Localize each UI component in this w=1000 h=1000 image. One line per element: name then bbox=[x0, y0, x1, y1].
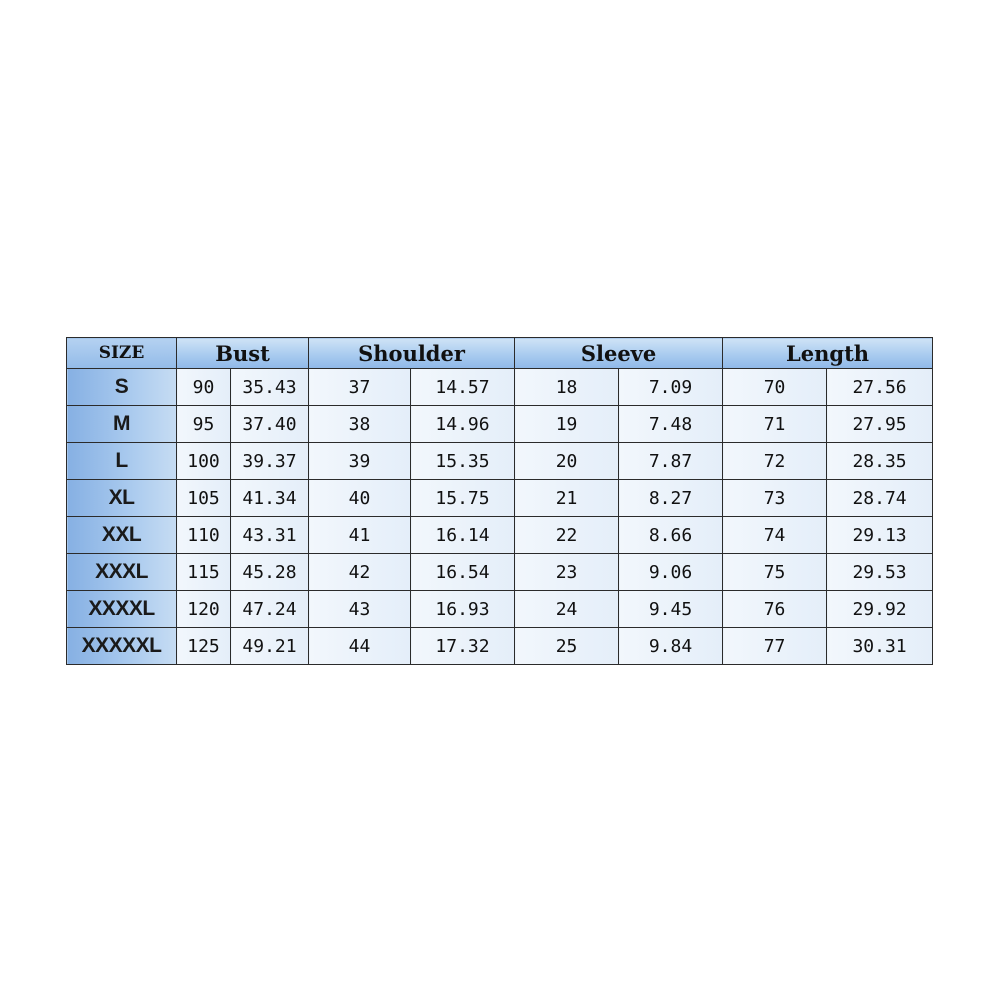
sleeve-cm-cell: 24 bbox=[515, 591, 619, 628]
bust-cm-cell: 95 bbox=[177, 406, 231, 443]
bust-in-cell: 39.37 bbox=[231, 443, 309, 480]
sleeve-in-cell: 7.09 bbox=[619, 369, 723, 406]
bust-in-cell: 41.34 bbox=[231, 480, 309, 517]
shoulder-in-cell: 17.32 bbox=[411, 628, 515, 665]
shoulder-cm-cell: 38 bbox=[309, 406, 411, 443]
shoulder-in-cell: 15.35 bbox=[411, 443, 515, 480]
header-row bbox=[67, 338, 933, 369]
bust-cm-cell: 100 bbox=[177, 443, 231, 480]
shoulder-in-cell: 16.14 bbox=[411, 517, 515, 554]
length-in-cell: 29.13 bbox=[827, 517, 933, 554]
sleeve-cm-cell: 18 bbox=[515, 369, 619, 406]
sleeve-in-cell: 9.45 bbox=[619, 591, 723, 628]
table-row bbox=[67, 443, 933, 480]
size-cell: XL bbox=[67, 480, 177, 517]
table-row bbox=[67, 591, 933, 628]
size-cell: XXXXL bbox=[67, 591, 177, 628]
table-row bbox=[67, 554, 933, 591]
length-in-cell: 30.31 bbox=[827, 628, 933, 665]
bust-in-cell: 45.28 bbox=[231, 554, 309, 591]
sleeve-in-cell: 7.48 bbox=[619, 406, 723, 443]
bust-header: Bust bbox=[177, 338, 309, 369]
size-cell: XXXXXL bbox=[67, 628, 177, 665]
bust-in-cell: 47.24 bbox=[231, 591, 309, 628]
sleeve-in-cell: 8.27 bbox=[619, 480, 723, 517]
shoulder-cm-cell: 43 bbox=[309, 591, 411, 628]
sleeve-in-cell: 8.66 bbox=[619, 517, 723, 554]
bust-cm-cell: 120 bbox=[177, 591, 231, 628]
length-cm-cell: 71 bbox=[723, 406, 827, 443]
length-in-cell: 29.53 bbox=[827, 554, 933, 591]
sleeve-in-cell: 9.06 bbox=[619, 554, 723, 591]
sleeve-cm-cell: 22 bbox=[515, 517, 619, 554]
length-header: Length bbox=[723, 338, 933, 369]
bust-cm-cell: 110 bbox=[177, 517, 231, 554]
bust-cm-cell: 90 bbox=[177, 369, 231, 406]
size-cell: S bbox=[67, 369, 177, 406]
bust-in-cell: 49.21 bbox=[231, 628, 309, 665]
shoulder-cm-cell: 37 bbox=[309, 369, 411, 406]
bust-cm-cell: 125 bbox=[177, 628, 231, 665]
sleeve-cm-cell: 19 bbox=[515, 406, 619, 443]
bust-in-cell: 35.43 bbox=[231, 369, 309, 406]
length-cm-cell: 72 bbox=[723, 443, 827, 480]
shoulder-in-cell: 16.93 bbox=[411, 591, 515, 628]
size-cell: L bbox=[67, 443, 177, 480]
bust-cm-cell: 115 bbox=[177, 554, 231, 591]
length-in-cell: 27.56 bbox=[827, 369, 933, 406]
size-chart-container bbox=[66, 337, 932, 663]
table-row bbox=[67, 406, 933, 443]
size-chart-table bbox=[66, 337, 933, 665]
size-cell: XXL bbox=[67, 517, 177, 554]
size-chart-body bbox=[67, 369, 933, 665]
length-cm-cell: 70 bbox=[723, 369, 827, 406]
shoulder-in-cell: 14.96 bbox=[411, 406, 515, 443]
length-in-cell: 28.35 bbox=[827, 443, 933, 480]
shoulder-cm-cell: 41 bbox=[309, 517, 411, 554]
size-cell: M bbox=[67, 406, 177, 443]
shoulder-cm-cell: 44 bbox=[309, 628, 411, 665]
sleeve-cm-cell: 20 bbox=[515, 443, 619, 480]
sleeve-cm-cell: 21 bbox=[515, 480, 619, 517]
table-row bbox=[67, 369, 933, 406]
length-in-cell: 28.74 bbox=[827, 480, 933, 517]
shoulder-header: Shoulder bbox=[309, 338, 515, 369]
sleeve-cm-cell: 25 bbox=[515, 628, 619, 665]
sleeve-in-cell: 9.84 bbox=[619, 628, 723, 665]
bust-cm-cell: 105 bbox=[177, 480, 231, 517]
sleeve-in-cell: 7.87 bbox=[619, 443, 723, 480]
table-row bbox=[67, 480, 933, 517]
shoulder-cm-cell: 40 bbox=[309, 480, 411, 517]
length-cm-cell: 76 bbox=[723, 591, 827, 628]
length-cm-cell: 77 bbox=[723, 628, 827, 665]
table-row bbox=[67, 628, 933, 665]
shoulder-cm-cell: 42 bbox=[309, 554, 411, 591]
size-header: SIZE bbox=[67, 338, 177, 369]
length-cm-cell: 75 bbox=[723, 554, 827, 591]
length-in-cell: 29.92 bbox=[827, 591, 933, 628]
shoulder-in-cell: 14.57 bbox=[411, 369, 515, 406]
shoulder-cm-cell: 39 bbox=[309, 443, 411, 480]
shoulder-in-cell: 16.54 bbox=[411, 554, 515, 591]
size-cell: XXXL bbox=[67, 554, 177, 591]
sleeve-header: Sleeve bbox=[515, 338, 723, 369]
sleeve-cm-cell: 23 bbox=[515, 554, 619, 591]
length-in-cell: 27.95 bbox=[827, 406, 933, 443]
shoulder-in-cell: 15.75 bbox=[411, 480, 515, 517]
bust-in-cell: 37.40 bbox=[231, 406, 309, 443]
bust-in-cell: 43.31 bbox=[231, 517, 309, 554]
length-cm-cell: 74 bbox=[723, 517, 827, 554]
length-cm-cell: 73 bbox=[723, 480, 827, 517]
table-row bbox=[67, 517, 933, 554]
